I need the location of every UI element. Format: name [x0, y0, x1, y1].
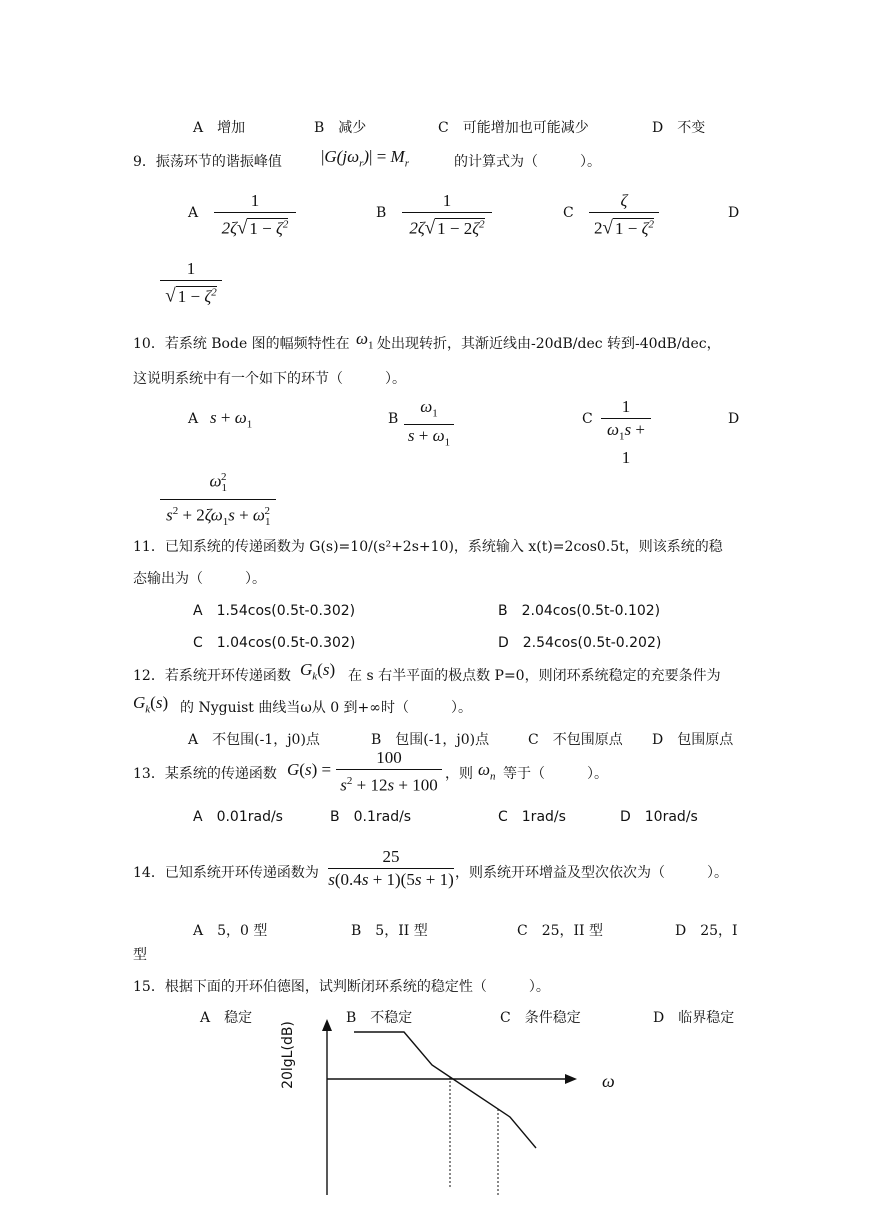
q8-option-d: D 不变 — [652, 120, 706, 136]
q13-option-b: B 0.1rad/s — [330, 809, 412, 825]
bode-magnitude-curve — [354, 1032, 536, 1148]
q9-prefix: 9．振荡环节的谐振峰值 — [133, 154, 282, 170]
q12-line2-suffix: 的 Nyguist 曲线当ω从 0 到+∞时（ ）。 — [180, 700, 472, 716]
bode-y-label: 20lgL(dB) — [280, 1021, 296, 1089]
q10-option-a-label: A — [188, 411, 199, 427]
q12-option-b: B 包围(-1，j0)点 — [371, 732, 490, 748]
bode-y-axis-arrow — [322, 1019, 332, 1031]
q9-option-c-formula: ζ 2√ $1 - \zeta^2$ — [589, 190, 659, 240]
q10-option-b-label: B — [388, 411, 399, 427]
q14-wrap: 型 — [133, 947, 147, 963]
q10-option-d-label: D — [728, 411, 740, 427]
q10-option-d-formula: $\omega_1^2$ $s^2 + 2\zeta\omega_1s + \omega_1^2$ — [160, 466, 276, 533]
q10-option-a-formula: $s + \omega_1$ — [210, 408, 253, 431]
q15-option-d: D 临界稳定 — [653, 1010, 735, 1026]
q12-option-d: D 包围原点 — [652, 732, 734, 748]
q15-option-b: B 不稳定 — [346, 1010, 413, 1026]
q10-option-b-formula: $\omega_1$ $s + \omega_1$ — [404, 396, 454, 454]
q13-gs-label: G(s) = — [287, 760, 332, 779]
q8-option-b: B 减少 — [314, 120, 367, 136]
q9-option-b-formula: 1 2ζ√ $1 - 2\zeta^2$ — [402, 190, 492, 240]
q15-option-a: A 稳定 — [200, 1010, 253, 1026]
q10-option-c-formula: 1 $\omega_1s + 1$ — [601, 396, 651, 469]
q10-option-c-label: C — [582, 411, 593, 427]
q13-omega-n: $\omega_n$ — [478, 760, 496, 783]
q9-suffix: 的计算式为（ ）。 — [454, 154, 601, 170]
q13-option-a: A 0.01rad/s — [193, 809, 283, 825]
q15-text: 15．根据下面的开环伯德图，试判断闭环系统的稳定性（ ）。 — [133, 979, 550, 995]
q14-suffix: ，则系统开环增益及型次依次为（ ）。 — [455, 865, 728, 881]
q14-transfer-function: 25 s(0.4s + 1)(5s + 1) — [328, 847, 454, 889]
q12-line1-prefix: 12．若系统开环传递函数 — [133, 668, 291, 684]
q11-option-b: B 2.04cos(0.5t-0.102) — [498, 603, 661, 619]
q13-suffix: 等于（ ）。 — [503, 766, 608, 782]
q9-option-d-label: D — [728, 205, 740, 221]
q9-option-d-formula: 1 √ $1 - \zeta^2$ — [160, 258, 222, 308]
q14-option-a: A 5，0 型 — [193, 923, 268, 939]
q12-gk-formula-2: $G_k(s)$ — [133, 693, 169, 716]
q10-omega1: $\omega_1$ — [356, 329, 374, 352]
q13-mid: ，则 — [445, 766, 473, 782]
q9-option-a-label: A — [188, 205, 199, 221]
q13-option-d: D 10rad/s — [620, 809, 698, 825]
q9-option-b-label: B — [376, 205, 387, 221]
bode-x-axis-arrow — [565, 1074, 577, 1084]
q14-option-d: D 25，I — [675, 923, 738, 939]
q11-option-d: D 2.54cos(0.5t-0.202) — [498, 635, 662, 651]
q15-option-c: C 条件稳定 — [500, 1010, 581, 1026]
q10-line1-prefix: 10．若系统 Bode 图的幅频特性在 — [133, 336, 350, 352]
q14-option-c: C 25，II 型 — [517, 923, 604, 939]
q12-gk-formula-1: $G_k(s)$ — [300, 660, 336, 683]
q13-prefix: 13．某系统的传递函数 — [133, 766, 277, 782]
q9-resonance-formula: $|G(j\omega_r)| = M_r$ — [321, 147, 409, 170]
q10-line1-suffix: 处出现转折，其渐近线由-20dB/dec 转到-40dB/dec， — [377, 336, 721, 352]
q10-line2: 这说明系统中有一个如下的环节（ ）。 — [133, 371, 406, 387]
q12-line1-suffix: 在 s 右半平面的极点数 P=0，则闭环系统稳定的充要条件为 — [348, 668, 721, 684]
q9-option-c-label: C — [563, 205, 574, 221]
q9-option-a-formula: 1 2ζ√ $1 - \zeta^2$ — [214, 190, 296, 240]
bode-diagram — [270, 1015, 630, 1205]
q14-prefix: 14．已知系统开环传递函数为 — [133, 865, 319, 881]
q13-option-c: C 1rad/s — [498, 809, 566, 825]
q11-line2: 态输出为（ ）。 — [133, 571, 266, 587]
q13-transfer-function: 100 $s^2 + 12s + 100$ — [336, 747, 442, 797]
q14-option-b: B 5，II 型 — [351, 923, 428, 939]
q8-option-c: C 可能增加也可能减少 — [438, 120, 589, 136]
q11-line1: 11．已知系统的传递函数为 G(s)=10/(s²+2s+10)，系统输入 x(t)=2cos0.5t，则该系统的稳 — [133, 539, 723, 555]
q11-option-c: C 1.04cos(0.5t-0.302) — [193, 635, 356, 651]
q11-option-a: A 1.54cos(0.5t-0.302) — [193, 603, 356, 619]
q8-option-a: A 增加 — [193, 120, 246, 136]
bode-x-label: ω — [602, 1071, 615, 1091]
q12-option-a: A 不包围(-1，j0)点 — [188, 732, 320, 748]
q12-option-c: C 不包围原点 — [528, 732, 623, 748]
